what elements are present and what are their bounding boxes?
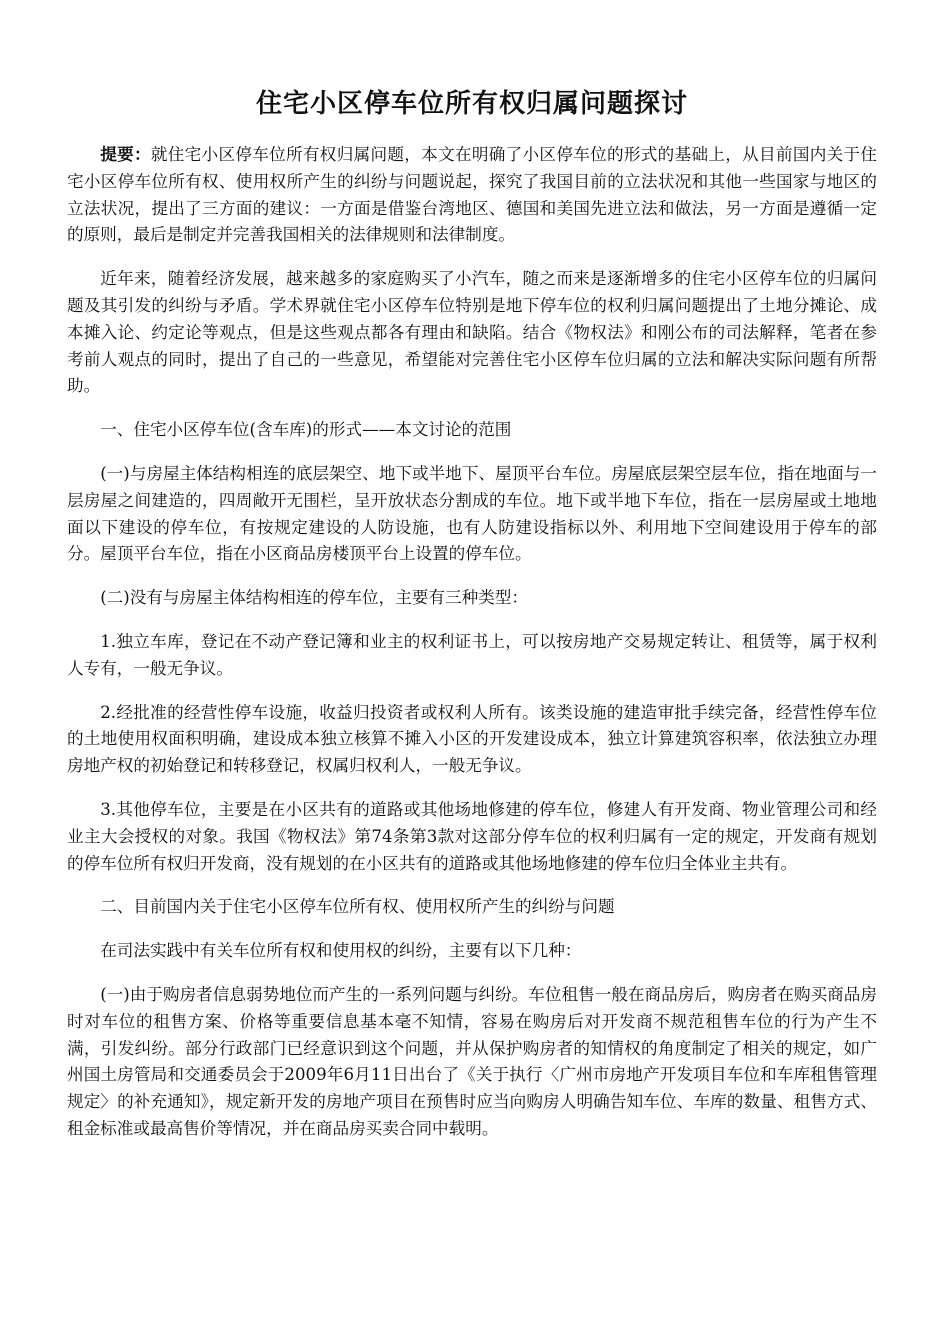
section-heading-2: 二、目前国内关于住宅小区停车位所有权、使用权所产生的纠纷与问题 <box>100 897 615 917</box>
document-title: 住宅小区停车位所有权归属问题探讨 <box>255 89 688 119</box>
list-item-3: 3.其他停车位，主要是在小区共有的道路或其他场地修建的停车位，修建人有开发商、物业管理公司和经业主大会授权的对象。我国《物权法》第74条第3款对这部分停车位的权利归属有一定的规定，开发商有规划的停车位所有权归开发商，没有规划的在小区共有的道路或其他场地修建的停车位归全体业主共有。 <box>67 799 877 873</box>
intro-paragraph: 近年来，随着经济发展，越来越多的家庭购买了小汽车，随之而来是逐渐增多的住宅小区停车位的归属问题及其引发的纠纷与矛盾。学术界就住宅小区停车位特别是地下停车位的权利归属问题提出了土地分摊论、成本摊入论、约定论等观点，但是这些观点都各有理由和缺陷。结合《物权法》和刚公布的司法解释，笔者在参考前人观点的同时，提出了自己的一些意见，希望能对完善住宅小区停车位归属的立法和解决实际问题有所帮助。 <box>67 269 877 396</box>
body-paragraph: (一)与房屋主体结构相连的底层架空、地下或半地下、屋顶平台车位。房屋底层架空层车位，指在地面与一层房屋之间建造的，四周敞开无围栏，呈开放状态分割成的车位。地下或半地下车位，指在一层房屋或土地地面以下建设的停车位，有按规定建设的人防设施，也有人防建设指标以外、利用地下空间建设用于停车的部分。屋顶平台车位，指在小区商品房楼顶平台上设置的停车位。 <box>67 463 877 564</box>
abstract-text: 就住宅小区停车位所有权归属问题，本文在明确了小区停车位的形式的基础上，从目前国内关于住宅小区停车位所有权、使用权所产生的纠纷与问题说起，探究了我国目前的立法状况和其他一些国家与地区的立法状况，提出了三方面的建议：一方面是借鉴台湾地区、德国和美国先进立法和做法，另一方面是遵循一定的原则，最后是制定并完善我国相关的法律规则和法律制度。 <box>67 145 878 245</box>
list-item-2: 2.经批准的经营性停车设施，收益归投资者或权利人所有。该类设施的建造审批手续完备，经营性停车位的土地使用权面积明确，建设成本独立核算不摊入小区的开发建设成本，独立计算建筑容积率，依法独立办理房地产权的初始登记和转移登记，权属归权利人，一般无争议。 <box>67 702 877 776</box>
list-item-1: 1.独立车库，登记在不动产登记簿和业主的权利证书上，可以按房地产交易规定转让、租赁等，属于权利人专有，一般无争议。 <box>67 631 877 678</box>
body-paragraph: (二)没有与房屋主体结构相连的停车位，主要有三种类型： <box>100 588 528 608</box>
document-page <box>67 0 877 1143</box>
abstract-paragraph <box>67 142 877 249</box>
abstract-label: 提要： <box>100 145 151 164</box>
body-paragraph: 在司法实践中有关车位所有权和使用权的纠纷，主要有以下几种： <box>100 941 582 961</box>
body-paragraph: (一)由于购房者信息弱势地位而产生的一系列问题与纠纷。车位租售一般在商品房后，购房者在购买商品房时对车位的租售方案、价格等重要信息基本毫不知情，容易在购房后对开发商不规范租售车位的行为产生不满，引发纠纷。部分行政部门已经意识到这个问题，并从保护购房者的知情权的角度制定了相关的规定，如广州国土房管局和交通委员会于2009年6月11日出台了《关于执行〈广州市房地产开发项目车位和车库租售管理规定〉的补充通知》，规定新开发的房地产项目在预售时应当向购房人明确告知车位、车库的数量、租售方式、租金标准或最高售价等情况，并在商品房买卖合同中载明。 <box>67 984 877 1138</box>
section-heading-1: 一、住宅小区停车位(含车库)的形式——本文讨论的范围 <box>100 420 512 440</box>
